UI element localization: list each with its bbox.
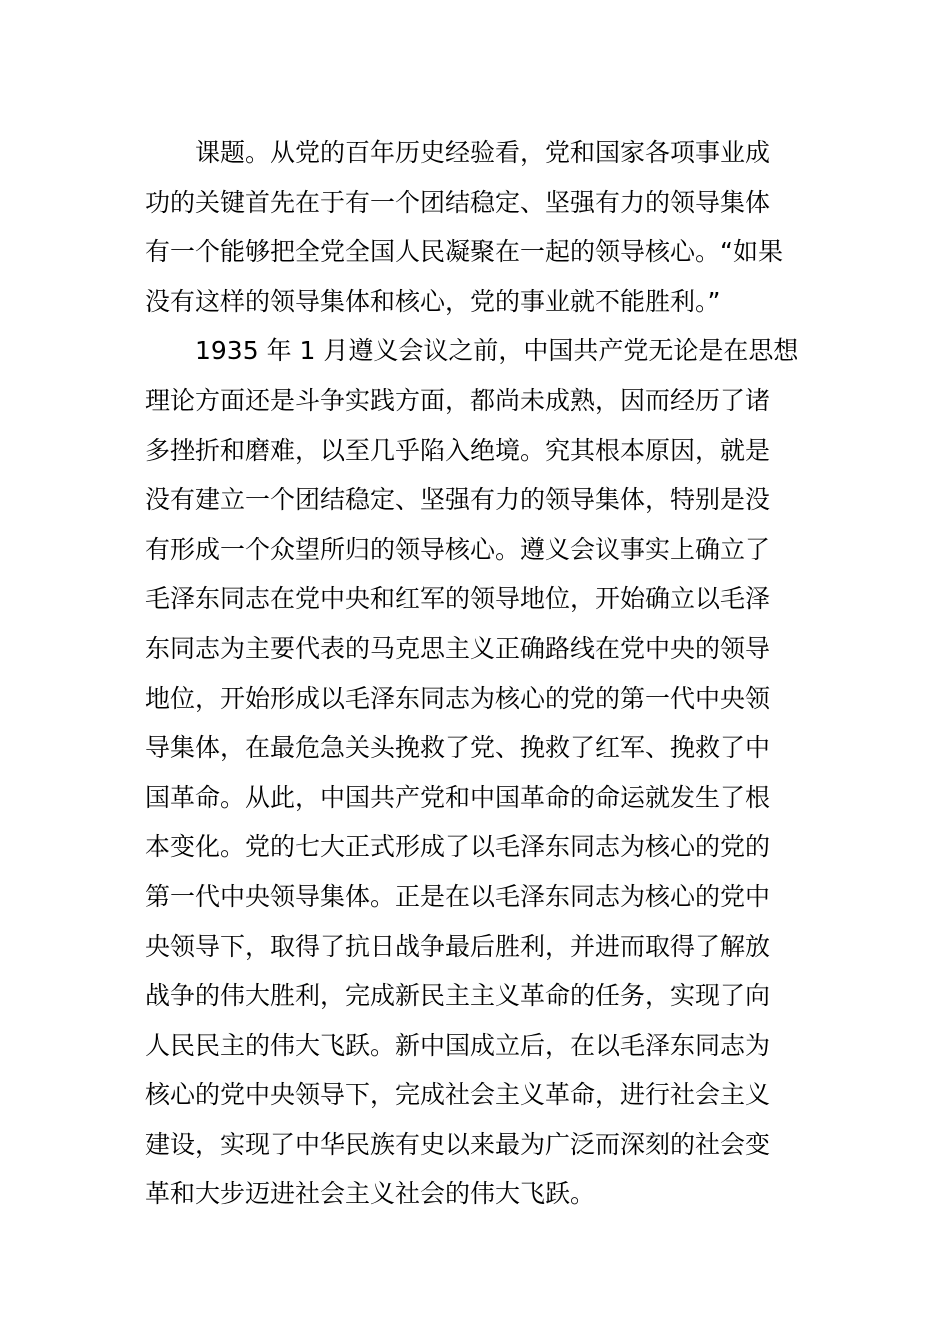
text-line: 理论方面还是斗争实践方面，都尚未成熟，因而经历了诸	[145, 385, 771, 415]
text-line: 没有这样的领导集体和核心，党的事业就不能胜利。”	[145, 286, 721, 316]
text-line: 毛泽东同志在党中央和红军的领导地位，开始确立以毛泽	[145, 584, 771, 614]
text-line: 人民民主的伟大飞跃。新中国成立后，在以毛泽东同志为	[145, 1030, 771, 1060]
text-line: 战争的伟大胜利，完成新民主主义革命的任务，实现了向	[145, 981, 771, 1011]
text-line: 1935 年 1 月遵义会议之前，中国共产党无论是在思想	[195, 336, 799, 366]
text-line: 革和大步迈进社会主义社会的伟大飞跃。	[145, 1179, 596, 1209]
text-line: 多挫折和磨难，以至几乎陷入绝境。究其根本原因，就是	[145, 435, 771, 465]
body-text	[145, 128, 809, 1219]
text-line: 本变化。党的七大正式形成了以毛泽东同志为核心的党的	[145, 832, 771, 862]
text-line: 有一个能够把全党全国人民凝聚在一起的领导核心。“如果	[145, 237, 783, 267]
text-line: 东同志为主要代表的马克思主义正确路线在党中央的领导	[145, 633, 771, 663]
text-line: 核心的党中央领导下，完成社会主义革命，进行社会主义	[145, 1080, 771, 1110]
text-line: 央领导下，取得了抗日战争最后胜利，并进而取得了解放	[145, 931, 771, 961]
text-line: 功的关键首先在于有一个团结稳定、坚强有力的领导集体	[145, 187, 771, 217]
text-line: 有形成一个众望所归的领导核心。遵义会议事实上确立了	[145, 534, 771, 564]
paragraph-1	[145, 128, 809, 326]
paragraph-2	[145, 326, 809, 1219]
text-line: 没有建立一个团结稳定、坚强有力的领导集体，特别是没	[145, 485, 771, 515]
text-line: 地位，开始形成以毛泽东同志为核心的党的第一代中央领	[145, 683, 771, 713]
text-line: 国革命。从此，中国共产党和中国革命的命运就发生了根	[145, 782, 771, 812]
text-line: 课题。从党的百年历史经验看，党和国家各项事业成	[195, 138, 771, 167]
text-line: 建设，实现了中华民族有史以来最为广泛而深刻的社会变	[145, 1129, 771, 1159]
text-line: 导集体，在最危急关头挽救了党、挽救了红军、挽救了中	[145, 733, 771, 763]
text-line: 第一代中央领导集体。正是在以毛泽东同志为核心的党中	[145, 881, 771, 911]
